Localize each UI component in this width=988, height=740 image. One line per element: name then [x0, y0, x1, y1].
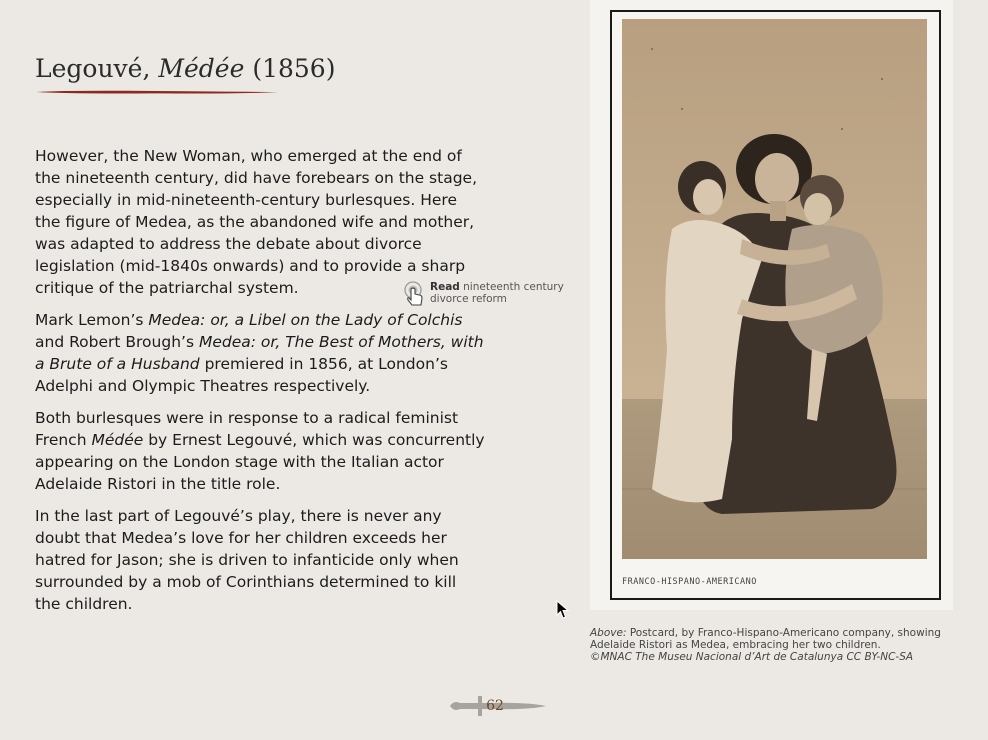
ristori-photo: [622, 19, 927, 559]
photo-caption: [590, 627, 950, 663]
paragraph-3: [35, 407, 485, 495]
paragraph-4: In the last part of Legouvé’s play, there is never any doubt that Medea’s love for her children exceeds her hatred for Jason; she is driven to infanticide only when surrounded by a mob of Corinthians determined to kill the children.: [35, 507, 459, 613]
caption-credit: ©MNAC The Museu Nacional d’Art de Catalunya CC BY-NC-SA: [590, 651, 914, 663]
title-work: Médée: [158, 54, 245, 83]
p3-title-medee: Médée: [91, 431, 144, 449]
title-year: (1856): [252, 54, 336, 83]
page-title: [35, 54, 335, 83]
p2-title-brough: Medea: or, The Best of Mothers, with a Brute of a Husband: [35, 333, 484, 373]
p2-text: Mark Lemon’s: [35, 311, 149, 329]
title-underline: [36, 90, 278, 94]
p3-text: by Ernest Legouvé, which was concurrently appearing on the London stage with the Italian actor Adelaide Ristori in the title role.: [35, 431, 485, 493]
paragraph-1: However, the New Woman, who emerged at the end of the nineteenth century, did have forebears on the stage, especially in mid-nineteenth-century burlesques. Here the figure of Medea, as the abandoned wife and mother, was adapted to address the debate about divorce legislation (mid-1840s onwards) and to provide a sharp critique of the patriarchal system.: [35, 147, 478, 297]
p2-text: premiered in 1856, at London’s Adelphi and Olympic Theatres respectively.: [35, 355, 448, 395]
body-text: [35, 145, 485, 625]
read-link-text: [430, 281, 564, 305]
caption-text: Postcard, by Franco-Hispano-Americano company, showing Adelaide Ristori as Medea, embracing her two children.: [590, 627, 941, 651]
hand-pointer-icon: [402, 281, 428, 307]
p3-text: Both burlesques were in response to a radical feminist French: [35, 409, 459, 449]
paragraph-2: [35, 309, 485, 397]
read-link-line2: divorce reform: [430, 293, 507, 305]
caption-label: Above:: [590, 627, 627, 639]
p2-text: and Robert Brough’s: [35, 333, 199, 351]
mouse-cursor-icon: [556, 600, 570, 620]
photo-stamp: FRANCO-HISPANO-AMERICANO: [622, 577, 757, 587]
p2-title-lemon: Medea: or, a Libel on the Lady of Colchis: [148, 311, 463, 329]
title-name: Legouvé,: [35, 54, 151, 83]
read-divorce-reform-link[interactable]: [402, 281, 564, 307]
read-link-line1: nineteenth century: [459, 281, 564, 293]
read-link-bold: Read: [430, 281, 460, 293]
page-number: 62: [486, 698, 504, 714]
